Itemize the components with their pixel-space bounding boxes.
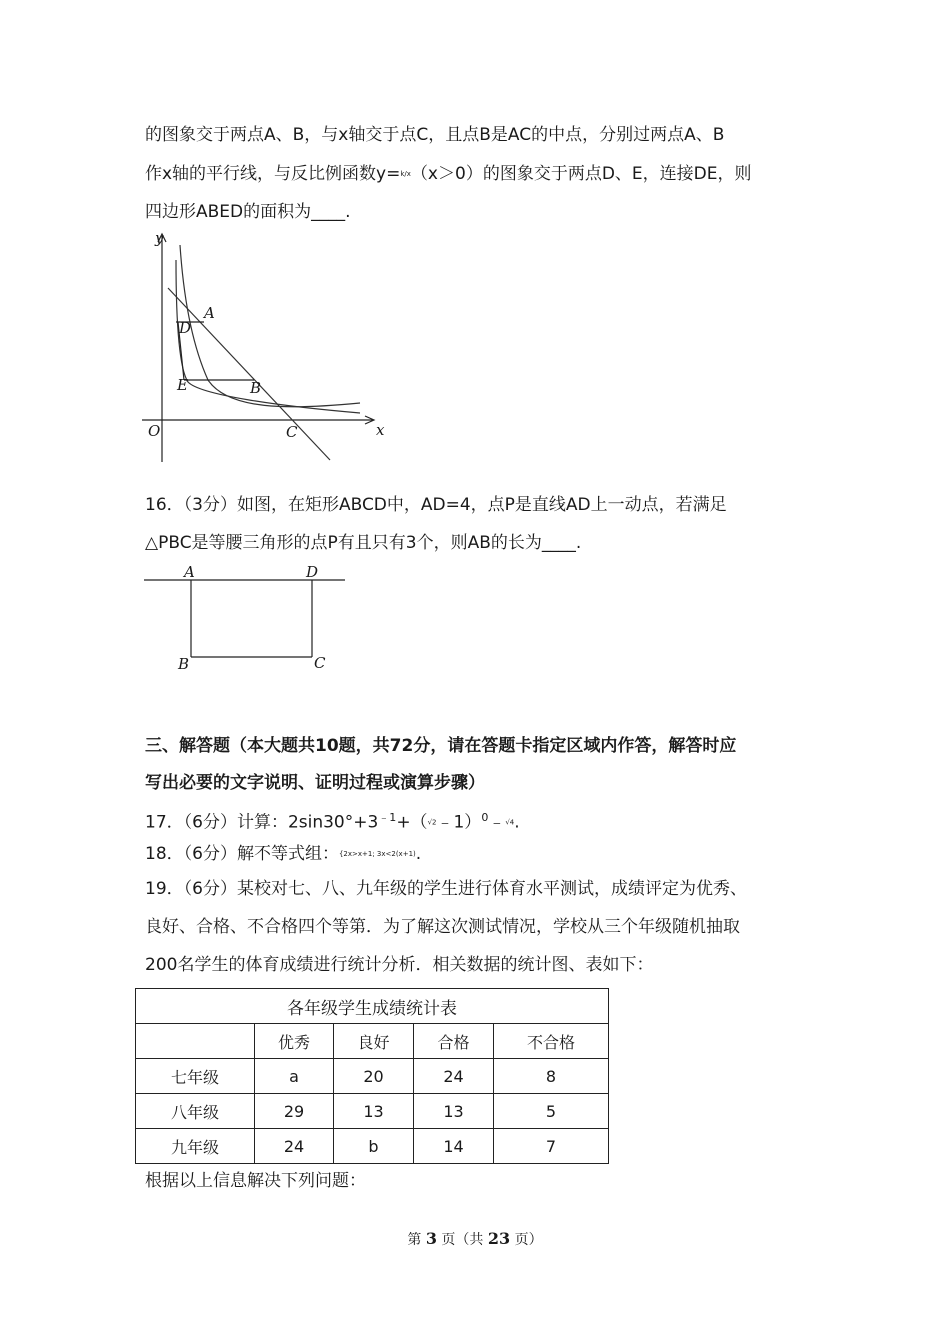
table-cell: 24 xyxy=(255,1129,334,1164)
table-cell: 14 xyxy=(414,1129,494,1164)
text-span: . xyxy=(514,812,520,833)
table-cell: 七年级 xyxy=(136,1059,255,1094)
problem-text-line xyxy=(145,162,751,186)
text-span: （x＞0）的图象交于两点D、E，连接DE，则 xyxy=(410,164,752,184)
page-number: 3 xyxy=(425,1229,437,1248)
table-header-cell: 良好 xyxy=(334,1024,414,1059)
table-cell: a xyxy=(255,1059,334,1094)
question-16-line: 16．（3分）如图，在矩形ABCD中，AD=4，点P是直线AD上一动点，若满足 xyxy=(145,495,727,515)
exponent: 0 xyxy=(481,811,489,824)
table-row xyxy=(136,1059,609,1094)
text-span: . xyxy=(415,844,422,864)
point-label-D: D xyxy=(306,563,319,581)
fraction-k-over-x: k/x xyxy=(400,170,411,178)
table-cell: b xyxy=(334,1129,414,1164)
sqrt-2: √2 xyxy=(427,818,437,827)
table-header-cell: 优秀 xyxy=(255,1024,334,1059)
table-header-cell: 合格 xyxy=(414,1024,494,1059)
point-label-B: B xyxy=(178,655,190,673)
section-3-heading: 写出必要的文字说明、证明过程或演算步骤） xyxy=(145,773,485,793)
text-span: 18．（6分）解不等式组： xyxy=(145,844,339,864)
question-18-line xyxy=(145,842,421,866)
point-label-A: A xyxy=(204,304,215,322)
point-label-E: E xyxy=(177,376,188,394)
question-17-line xyxy=(145,806,520,835)
page-footer xyxy=(0,1229,950,1249)
point-label-B: B xyxy=(250,379,262,397)
table-row xyxy=(136,1094,609,1129)
question-19-line: 良好、合格、不合格四个等第．为了解这次测试情况，学校从三个年级随机抽取 xyxy=(145,917,740,937)
inequality-system: {2x>x+1; 3x<2(x+1) xyxy=(338,850,416,858)
table-cell: 20 xyxy=(334,1059,414,1094)
text-span: 作x轴的平行线，与反比例函数y= xyxy=(145,164,401,184)
axis-label-y: y xyxy=(155,229,164,247)
rectangle-figure xyxy=(140,560,350,675)
problem-text-line: 四边形ABED的面积为____. xyxy=(145,202,351,222)
table-cell: 九年级 xyxy=(136,1129,255,1164)
table-caption-row xyxy=(136,989,609,1024)
table-cell: 八年级 xyxy=(136,1094,255,1129)
point-label-O: O xyxy=(148,422,161,440)
table-cell: 7 xyxy=(494,1129,609,1164)
table-header-cell xyxy=(136,1024,255,1059)
table-header-row xyxy=(136,1024,609,1059)
inverse-proportion-graph xyxy=(138,229,385,465)
exponent: ﹣1 xyxy=(378,811,397,824)
table-cell: 24 xyxy=(414,1059,494,1094)
table-row xyxy=(136,1129,609,1164)
point-label-D: D xyxy=(179,319,192,337)
table-cell: 8 xyxy=(494,1059,609,1094)
table-cell: 13 xyxy=(334,1094,414,1129)
point-label-C: C xyxy=(314,654,326,672)
sqrt-4: √4 xyxy=(505,818,515,827)
axis-label-x: x xyxy=(376,421,385,439)
follow-up-text: 根据以上信息解决下列问题： xyxy=(145,1171,366,1191)
table-header-cell: 不合格 xyxy=(494,1024,609,1059)
question-19-line: 19．（6分）某校对七、八、九年级的学生进行体育水平测试，成绩评定为优秀、 xyxy=(145,879,747,899)
point-label-A: A xyxy=(184,563,195,581)
text-span: +（ xyxy=(396,812,428,833)
page-total: 23 xyxy=(487,1229,511,1248)
table-caption: 各年级学生成绩统计表 xyxy=(136,989,609,1024)
footer-text: 第 xyxy=(407,1232,426,1248)
table-cell: 29 xyxy=(255,1094,334,1129)
table-cell: 13 xyxy=(414,1094,494,1129)
text-span: ﹣ xyxy=(488,812,506,833)
problem-text-line: 的图象交于两点A、B，与x轴交于点C，且点B是AC的中点，分别过两点A、B xyxy=(145,125,725,145)
point-label-C: C xyxy=(286,423,298,441)
text-span: ﹣1） xyxy=(436,812,482,833)
text-span: 17．（6分）计算：2sin30°+3 xyxy=(145,812,379,833)
question-19-line: 200名学生的体育成绩进行统计分析．相关数据的统计图、表如下： xyxy=(145,955,654,975)
question-16-line: △PBC是等腰三角形的点P有且只有3个，则AB的长为____. xyxy=(145,533,582,553)
footer-text: 页（共 xyxy=(436,1232,488,1248)
footer-text: 页） xyxy=(510,1232,543,1248)
section-3-heading: 三、解答题（本大题共10题，共72分，请在答题卡指定区域内作答，解答时应 xyxy=(145,736,737,756)
table-cell: 5 xyxy=(494,1094,609,1129)
grade-stats-table xyxy=(135,988,609,1164)
